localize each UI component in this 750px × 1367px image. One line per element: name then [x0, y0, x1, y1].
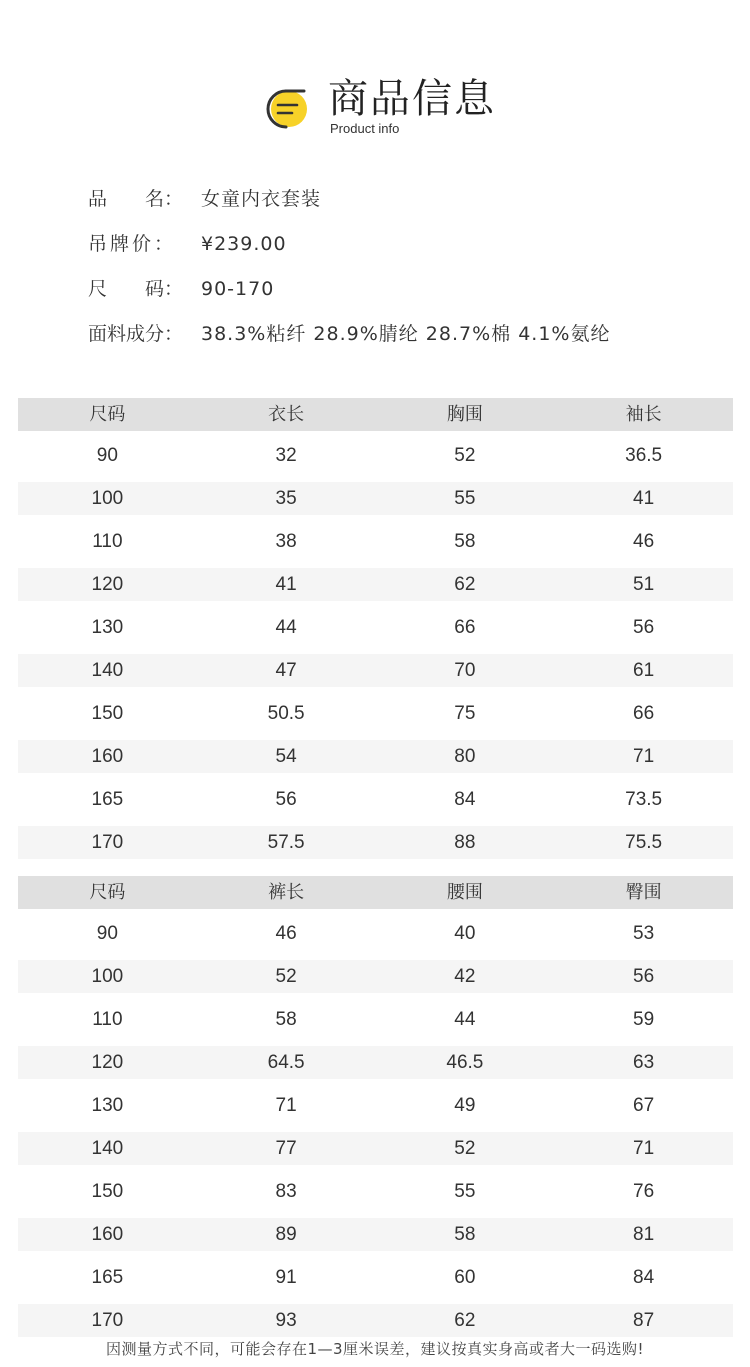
table-cell: 81: [633, 1224, 655, 1245]
table-cell: 150: [91, 1181, 124, 1202]
table-row: [18, 482, 733, 515]
table-cell: 46: [275, 923, 297, 944]
table-cell: 52: [275, 966, 297, 987]
table-cell: 170: [91, 832, 124, 853]
table-cell: 54: [275, 746, 297, 767]
table-cell: 165: [91, 789, 124, 810]
table-row: [18, 1132, 733, 1165]
table-cell: 40: [454, 923, 476, 944]
page-subtitle: Product info: [330, 121, 400, 136]
table-cell: 80: [454, 746, 476, 767]
table-cell: 150: [91, 703, 124, 724]
table-row: [18, 917, 733, 950]
table-cell: 84: [633, 1267, 655, 1288]
info-row-size: [88, 267, 728, 312]
table-row: [18, 1046, 733, 1079]
table-cell: 53: [633, 923, 655, 944]
table-cell: 58: [275, 1009, 297, 1030]
table-cell: 140: [91, 660, 124, 681]
table-row: [18, 697, 733, 730]
table-cell: 165: [91, 1267, 124, 1288]
table-row: [18, 740, 733, 773]
measurement-note: 因测量方式不同，可能会存在1—3厘米误差，建议按真实身高或者大一码选购!: [105, 1340, 645, 1358]
table-cell: 60: [454, 1267, 476, 1288]
table-header-row: [18, 398, 733, 431]
table-cell: 76: [633, 1181, 655, 1202]
top-size-table: [18, 398, 733, 859]
table-cell: 110: [92, 1009, 123, 1030]
table-cell: 62: [454, 574, 476, 595]
info-value: 38.3%粘纤 28.9%腈纶 28.7%棉 4.1%氨纶: [201, 323, 611, 345]
table-cell: 56: [633, 966, 655, 987]
table-cell: 160: [91, 746, 124, 767]
table-row: [18, 439, 733, 472]
table-cell: 90: [96, 445, 118, 466]
table-row: [18, 1304, 733, 1337]
table-header-cell: 胸围: [446, 404, 483, 425]
table-cell: 100: [91, 966, 124, 987]
table-cell: 49: [454, 1095, 476, 1116]
table-header-cell: 腰围: [446, 882, 483, 903]
table-cell: 66: [633, 703, 655, 724]
table-cell: 77: [275, 1138, 297, 1159]
table-cell: 75: [454, 703, 476, 724]
table-cell: 130: [91, 1095, 124, 1116]
table-cell: 110: [92, 531, 123, 552]
table-cell: 64.5: [267, 1052, 305, 1073]
info-label: 品 名：: [88, 188, 184, 210]
table-cell: 59: [633, 1009, 655, 1030]
table-cell: 50.5: [267, 703, 305, 724]
table-row: [18, 1089, 733, 1122]
table-cell: 41: [633, 488, 655, 509]
table-cell: 140: [91, 1138, 124, 1159]
info-label: 尺 码：: [88, 278, 184, 300]
table-cell: 32: [275, 445, 297, 466]
table-header-cell: 袖长: [625, 404, 662, 425]
table-cell: 89: [275, 1224, 297, 1245]
document-lines-icon: [264, 86, 312, 132]
table-cell: 71: [633, 1138, 655, 1159]
table-cell: 71: [275, 1095, 297, 1116]
table-row: [18, 1003, 733, 1036]
info-value: ¥239.00: [201, 233, 287, 255]
table-cell: 42: [454, 966, 476, 987]
table-cell: 66: [454, 617, 476, 638]
table-cell: 87: [633, 1310, 655, 1331]
table-cell: 84: [454, 789, 476, 810]
info-value: 90-170: [201, 278, 275, 300]
table-cell: 58: [454, 1224, 476, 1245]
info-value: 女童内衣套装: [201, 188, 322, 210]
table-row: [18, 525, 733, 558]
table-header-cell: 裤长: [268, 882, 305, 903]
table-cell: 71: [633, 746, 655, 767]
table-row: [18, 654, 733, 687]
table-cell: 51: [633, 574, 655, 595]
table-cell: 58: [454, 531, 476, 552]
table-cell: 35: [275, 488, 297, 509]
bottom-size-table: [18, 876, 733, 1337]
info-row-name: [88, 177, 728, 222]
table-cell: 55: [454, 1181, 476, 1202]
table-cell: 170: [91, 1310, 124, 1331]
table-row: [18, 611, 733, 644]
table-cell: 63: [633, 1052, 655, 1073]
info-row-fabric: [88, 312, 728, 357]
table-cell: 61: [633, 660, 655, 681]
table-cell: 75.5: [625, 832, 663, 853]
product-info-header: [264, 72, 504, 142]
table-cell: 100: [91, 488, 124, 509]
table-cell: 44: [275, 617, 297, 638]
table-cell: 55: [454, 488, 476, 509]
table-header-cell: 尺码: [89, 882, 126, 903]
table-cell: 67: [633, 1095, 655, 1116]
table-cell: 46.5: [446, 1052, 484, 1073]
table-cell: 130: [91, 617, 124, 638]
table-cell: 120: [91, 574, 124, 595]
table-cell: 70: [454, 660, 476, 681]
info-row-price: [88, 222, 728, 267]
table-cell: 83: [275, 1181, 297, 1202]
table-cell: 62: [454, 1310, 476, 1331]
table-cell: 52: [454, 445, 476, 466]
table-header-row: [18, 876, 733, 909]
table-cell: 90: [96, 923, 118, 944]
page-title: 商品信息: [328, 76, 496, 122]
table-cell: 41: [275, 574, 297, 595]
table-row: [18, 960, 733, 993]
table-cell: 120: [91, 1052, 124, 1073]
table-cell: 91: [275, 1267, 297, 1288]
table-cell: 93: [275, 1310, 297, 1331]
table-header-cell: 衣长: [268, 404, 305, 425]
table-row: [18, 1261, 733, 1294]
table-row: [18, 1175, 733, 1208]
table-header-cell: 臀围: [625, 882, 662, 903]
table-cell: 56: [633, 617, 655, 638]
table-header-cell: 尺码: [89, 404, 126, 425]
table-row: [18, 568, 733, 601]
table-row: [18, 783, 733, 816]
table-cell: 44: [454, 1009, 476, 1030]
table-row: [18, 1218, 733, 1251]
table-cell: 56: [275, 789, 297, 810]
table-cell: 52: [454, 1138, 476, 1159]
table-cell: 57.5: [267, 832, 305, 853]
info-label: 吊牌价：: [88, 233, 177, 255]
table-cell: 160: [91, 1224, 124, 1245]
table-row: [18, 826, 733, 859]
product-info-list: [88, 177, 728, 357]
table-cell: 88: [454, 832, 476, 853]
table-cell: 38: [275, 531, 297, 552]
table-cell: 47: [275, 660, 297, 681]
table-cell: 36.5: [625, 445, 663, 466]
table-cell: 73.5: [625, 789, 663, 810]
table-cell: 46: [633, 531, 655, 552]
info-label: 面料成分：: [88, 323, 184, 345]
